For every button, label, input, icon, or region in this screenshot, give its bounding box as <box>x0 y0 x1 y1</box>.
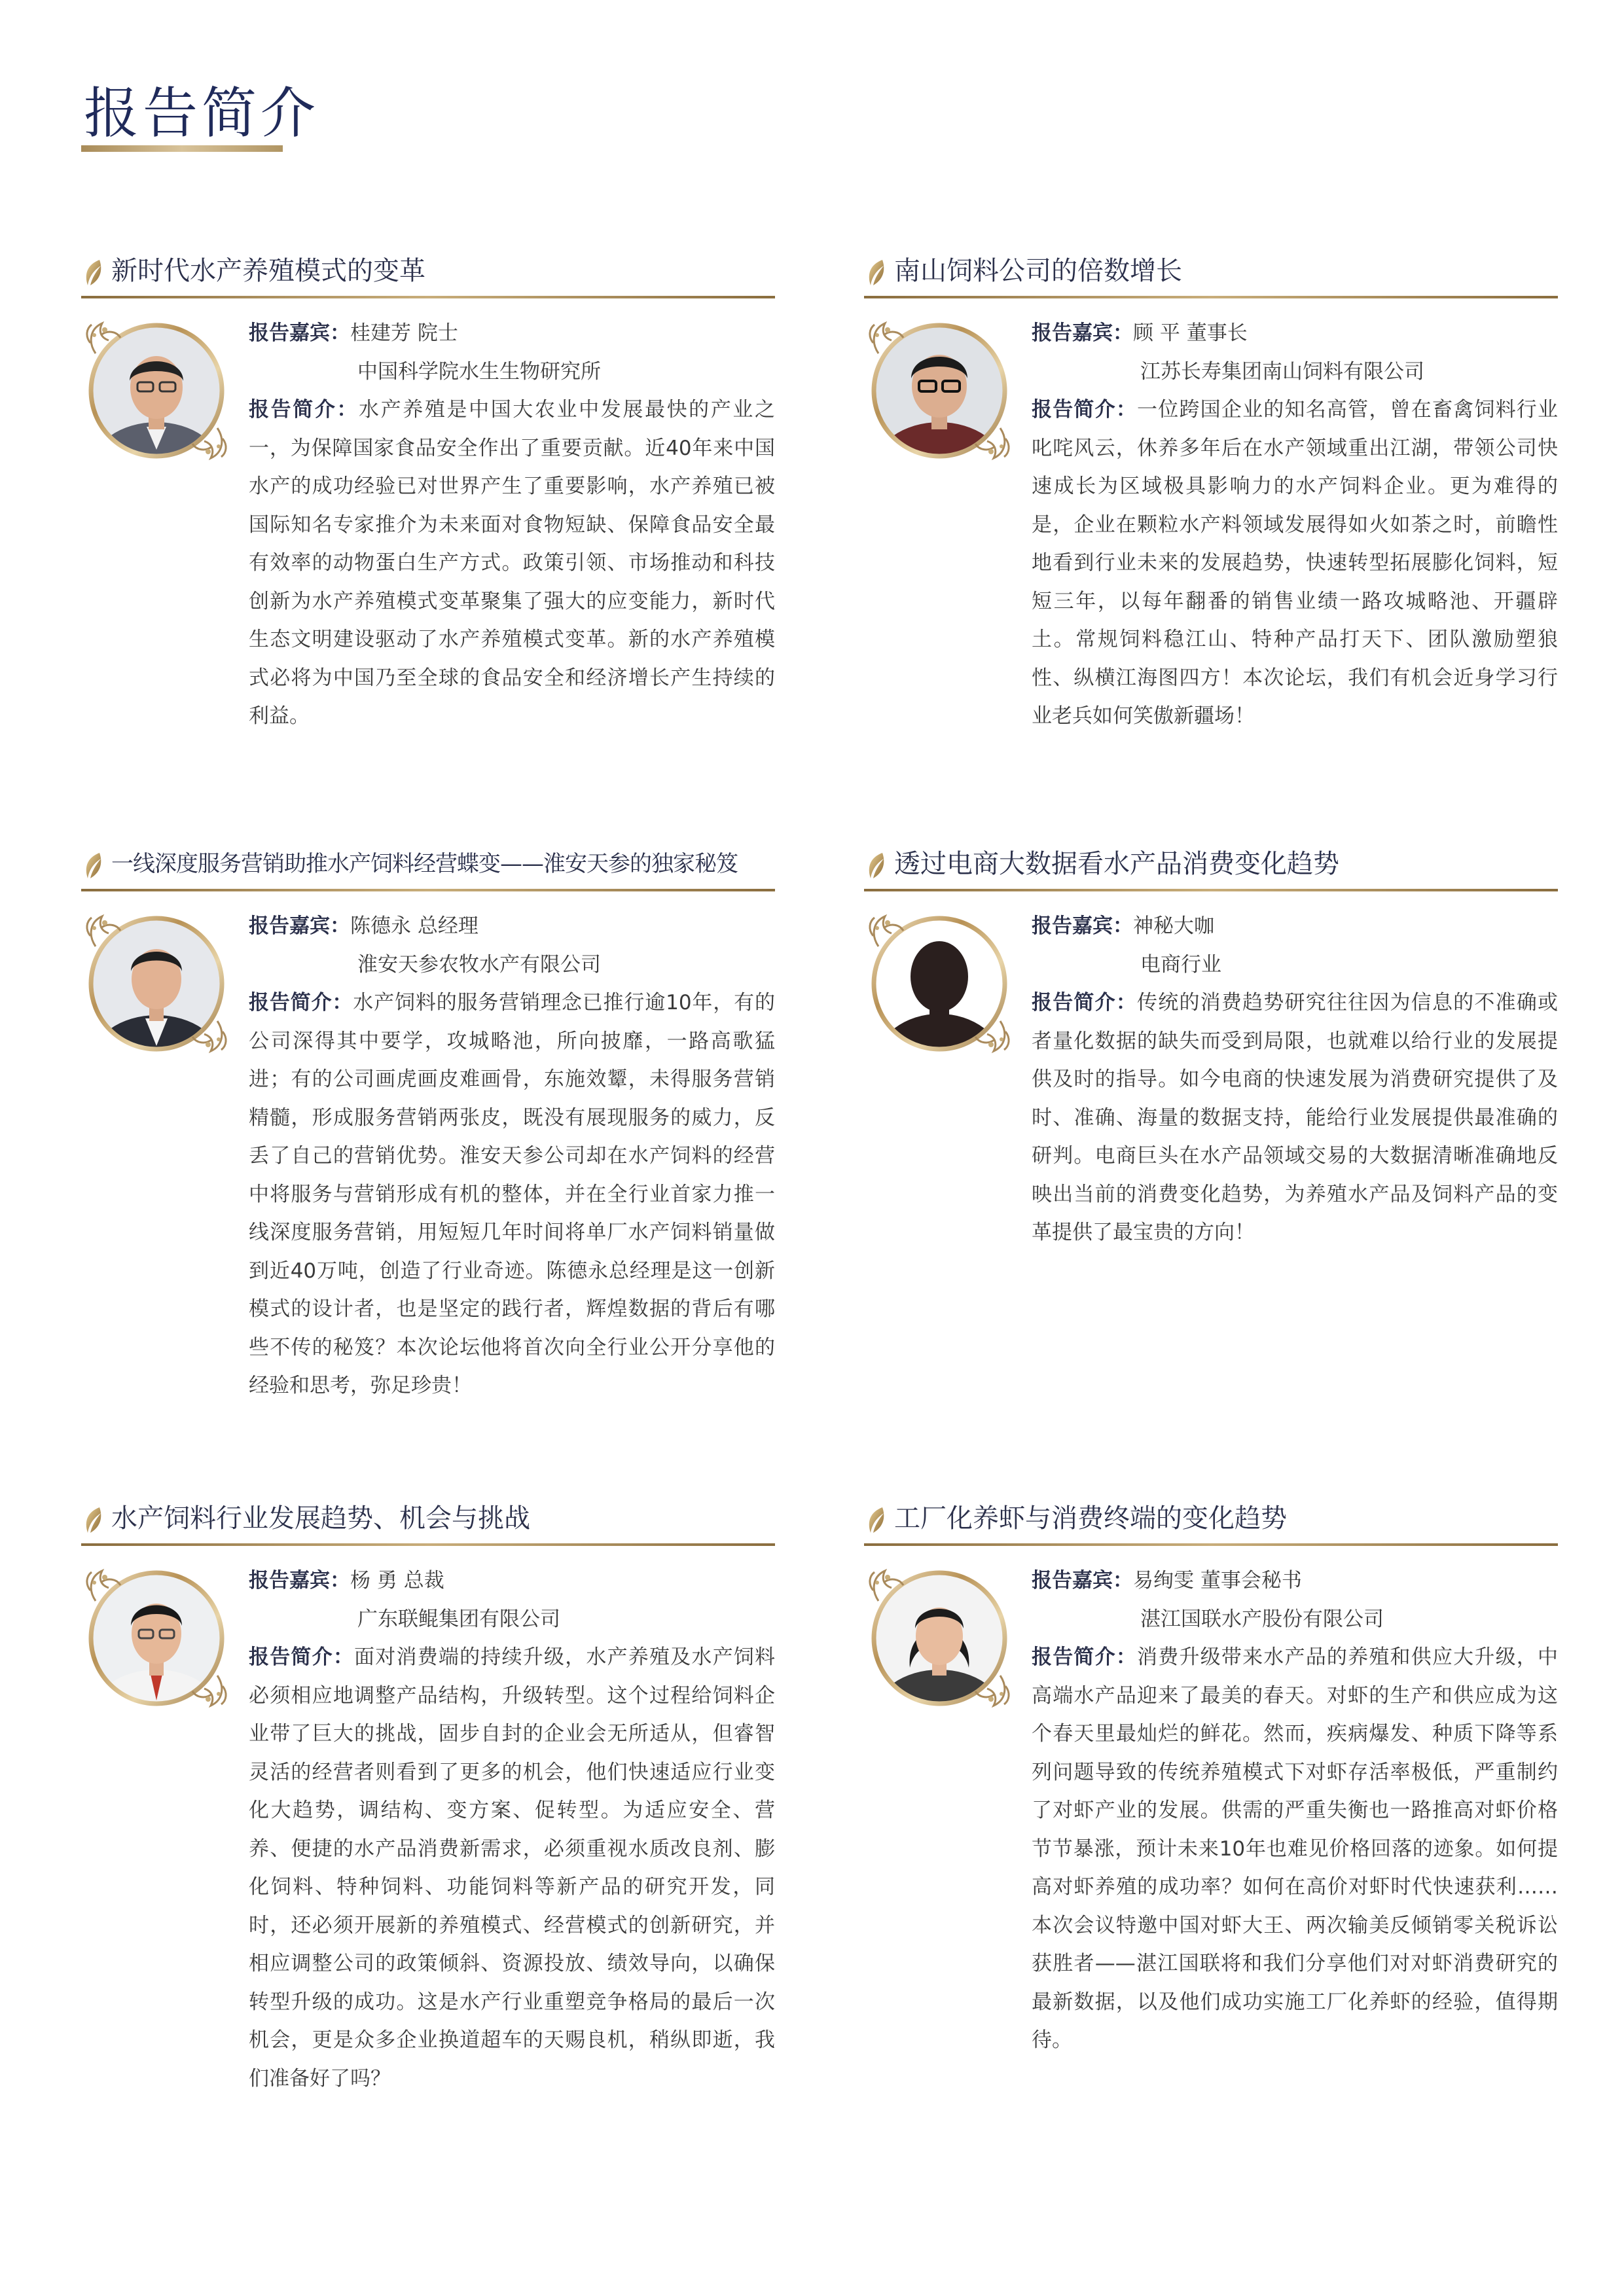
intro-label: 报告简介： <box>1032 991 1138 1014</box>
page-title: 报告简介 <box>84 81 320 145</box>
section-content <box>249 1562 775 2098</box>
section-6 <box>864 1498 1558 2087</box>
section-title: 一线深度服务营销助推水产饲料经营蝶变——淮安天参的独家秘笈 <box>111 851 738 877</box>
guest-name: 易绚雯 董事会秘书 <box>1133 1569 1302 1592</box>
guest-label: 报告嘉宾： <box>1032 321 1133 345</box>
intro-text: 一位跨国企业的知名高管，曾在畜禽饲料行业叱咤风云，休养多年后在水产领域重出江湖，带领公司快速成长为区域极具影响力的水产饲料企业。更为难得的是，企业在颗粒水产料领域发展得如火如荼之时，前瞻性地看到行业未来的发展趋势，快速转型拓展膨化饲料，短短三年，以每年翻番的销售业绩一路攻城略池、开疆辟土。常规饲料稳江山、特种产品打天下、团队激励塑狼性、纵横江海图四方！本次论坛，我们有机会近身学习行业老兵如何笑傲新疆场！ <box>1032 398 1559 728</box>
guest-name: 陈德永 总经理 <box>350 914 478 938</box>
guest-label: 报告嘉宾： <box>1032 914 1133 938</box>
section-content <box>249 907 775 1405</box>
guest-organization: 淮安天参农牧水产有限公司 <box>357 952 601 977</box>
section-divider <box>81 889 775 891</box>
guest-label: 报告嘉宾： <box>1032 1569 1133 1592</box>
section-content <box>249 314 775 736</box>
intro-label: 报告简介： <box>249 991 353 1014</box>
guest-name: 神秘大咖 <box>1133 914 1214 938</box>
title-underline <box>81 145 283 152</box>
section-header <box>81 1498 775 1545</box>
section-divider <box>864 296 1558 298</box>
intro-label: 报告简介： <box>249 398 359 422</box>
gold-leaf-icon <box>864 1505 889 1535</box>
section-divider <box>864 889 1558 891</box>
speaker-portrait <box>81 908 232 1059</box>
guest-line <box>1032 907 1558 946</box>
intro-text: 传统的消费趋势研究往往因为信息的不准确或者量化数据的缺失而受到局限，也就难以给行业的发展提供及时的指导。如今电商的快速发展为消费研究提供了及时、准确、海量的数据支持，能给行业发展提供最准确的研判。电商巨头在水产品领域交易的大数据清晰准确地反映出当前的消费变化趋势，为养殖水产品及饲料产品的变革提供了最宝贵的方向！ <box>1032 991 1559 1244</box>
guest-organization: 电商行业 <box>1140 952 1221 977</box>
intro-paragraph <box>1032 984 1558 1252</box>
guest-label: 报告嘉宾： <box>249 914 350 938</box>
guest-line <box>1032 1562 1558 1600</box>
section-divider <box>81 1543 775 1546</box>
guest-line <box>249 1562 775 1600</box>
section-title: 透过电商大数据看水产品消费变化趋势 <box>894 849 1339 879</box>
speaker-portrait <box>81 1563 232 1713</box>
section-2 <box>864 250 1558 839</box>
guest-organization: 广东联鲲集团有限公司 <box>357 1607 560 1631</box>
gold-leaf-icon <box>81 851 106 881</box>
intro-paragraph <box>249 391 775 736</box>
intro-label: 报告简介： <box>1032 398 1138 422</box>
intro-text: 水产饲料的服务营销理念已推行逾10年，有的公司深得其中要学，攻城略池，所向披靡，一路高歌猛进；有的公司画虎画皮难画骨，东施效颦，未得服务营销精髓，形成服务营销两张皮，既没有展现服务的威力，反丢了自己的营销优势。淮安天参公司却在水产饲料的经营中将服务与营销形成有机的整体，并在全行业首家力推一线深度服务营销，用短短几年时间将单厂水产饲料销量做到近40万吨，创造了行业奇迹。陈德永总经理是这一创新模式的设计者，也是坚定的践行者，辉煌数据的背后有哪些不传的秘笈？本次论坛他将首次向全行业公开分享他的经验和思考，弥足珍贵！ <box>249 991 775 1397</box>
guest-label: 报告嘉宾： <box>249 1569 350 1592</box>
guest-line <box>249 907 775 946</box>
section-title: 南山饲料公司的倍数增长 <box>894 256 1182 286</box>
intro-text: 水产养殖是中国大农业中发展最快的产业之一，为保障国家食品安全作出了重要贡献。近40年来中国水产的成功经验已对世界产生了重要影响，水产养殖已被国际知名专家推介为未来面对食物短缺、保障食品安全最有效率的动物蛋白生产方式。政策引领、市场推动和科技创新为水产养殖模式变革聚集了强大的应变能力，新时代生态文明建设驱动了水产养殖模式变革。新的水产养殖模式必将为中国乃至全球的食品安全和经济增长产生持续的利益。 <box>249 398 776 728</box>
section-header <box>864 1498 1558 1545</box>
guest-organization: 湛江国联水产股份有限公司 <box>1140 1607 1384 1631</box>
guest-label: 报告嘉宾： <box>249 321 350 345</box>
speaker-portrait <box>864 315 1015 466</box>
intro-paragraph <box>1032 1638 1558 2060</box>
guest-name: 杨 勇 总裁 <box>350 1569 444 1592</box>
speaker-portrait <box>864 1563 1015 1713</box>
section-1 <box>81 250 775 839</box>
gold-leaf-icon <box>81 258 106 288</box>
section-4 <box>864 843 1558 1432</box>
section-3 <box>81 843 775 1432</box>
guest-line <box>1032 314 1558 353</box>
section-title: 工厂化养虾与消费终端的变化趋势 <box>894 1503 1287 1534</box>
guest-name: 桂建芳 院士 <box>350 321 458 345</box>
section-content <box>1032 314 1558 736</box>
section-header <box>864 250 1558 297</box>
intro-label: 报告简介： <box>249 1645 355 1669</box>
intro-paragraph <box>249 1638 775 2098</box>
guest-line <box>249 314 775 353</box>
guest-organization: 中国科学院水生生物研究所 <box>357 359 601 384</box>
intro-text: 面对消费端的持续升级，水产养殖及水产饲料必须相应地调整产品结构，升级转型。这个过程给饲料企业带了巨大的挑战，固步自封的企业会无所适从，但睿智灵活的经营者则看到了更多的机会，他们快速适应行业变化大趋势，调结构、变方案、促转型。为适应安全、营养、便捷的水产品消费新需求，必须重视水质改良剂、膨化饲料、特种饲料、功能饲料等新产品的研究开发，同时，还必须开展新的养殖模式、经营模式的创新研究，并相应调整公司的政策倾斜、资源投放、绩效导向，以确保转型升级的成功。这是水产行业重塑竞争格局的最后一次机会，更是众多企业换道超车的天赐良机，稍纵即逝，我们准备好了吗？ <box>249 1645 776 2090</box>
section-content <box>1032 907 1558 1252</box>
section-title: 水产饲料行业发展趋势、机会与挑战 <box>111 1503 530 1534</box>
gold-leaf-icon <box>864 851 889 881</box>
mystery-silhouette-icon <box>864 908 1015 1059</box>
guest-organization: 江苏长寿集团南山饲料有限公司 <box>1140 359 1424 384</box>
section-title: 新时代水产养殖模式的变革 <box>111 256 425 286</box>
guest-name: 顾 平 董事长 <box>1133 321 1248 345</box>
section-divider <box>864 1543 1558 1546</box>
intro-paragraph <box>1032 391 1558 736</box>
speaker-portrait <box>81 315 232 466</box>
section-header <box>81 843 775 890</box>
section-content <box>1032 1562 1558 2060</box>
intro-paragraph <box>249 984 775 1405</box>
section-header <box>81 250 775 297</box>
section-divider <box>81 296 775 298</box>
gold-leaf-icon <box>864 258 889 288</box>
intro-text: 消费升级带来水产品的养殖和供应大升级，中高端水产品迎来了最美的春天。对虾的生产和供应成为这个春天里最灿烂的鲜花。然而，疾病爆发、种质下降等系列问题导致的传统养殖模式下对虾存活率极低，严重制约了对虾产业的发展。供需的严重失衡也一路推高对虾价格节节暴涨，预计未来10年也难见价格回落的迹象。如何提高对虾养殖的成功率？如何在高价对虾时代快速获利……本次会议特邀中国对虾大王、两次输美反倾销零关税诉讼获胜者——湛江国联将和我们分享他们对对虾消费研究的最新数据，以及他们成功实施工厂化养虾的经验，值得期待。 <box>1032 1645 1559 2052</box>
section-5 <box>81 1498 776 2090</box>
gold-leaf-icon <box>81 1505 106 1535</box>
intro-label: 报告简介： <box>1032 1645 1138 1669</box>
section-header <box>864 843 1558 890</box>
